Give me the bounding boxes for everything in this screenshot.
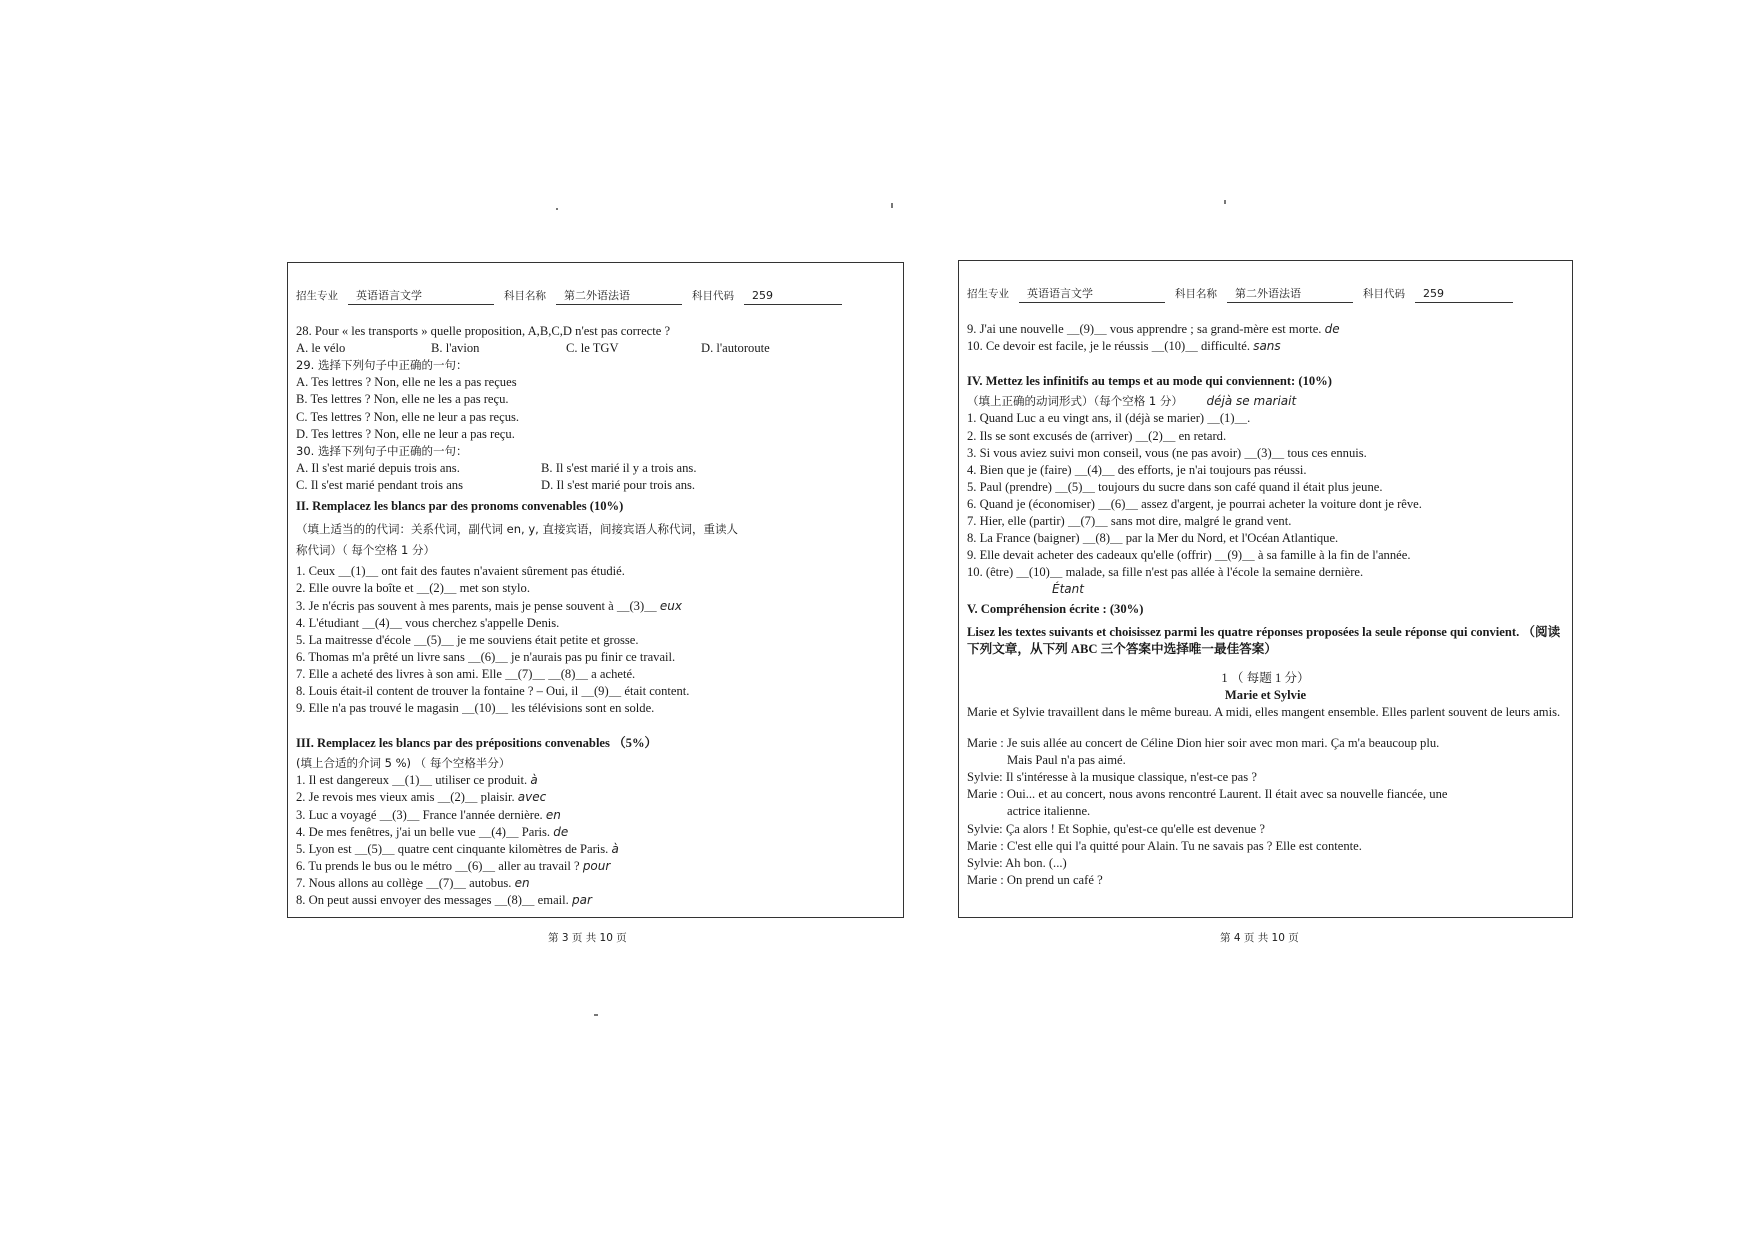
option: B. Il s'est marié il y a trois ans.: [541, 460, 697, 475]
option: A. Tes lettres ? Non, elle ne les a pas reçues: [296, 375, 517, 390]
handwritten-answer: pour: [582, 858, 611, 873]
scan-speck: [594, 1014, 598, 1016]
list-item: 8. La France (baigner) ＿(8)＿ par la Mer du Nord, et l'Océan Atlantique.: [967, 531, 1339, 546]
handwritten-answer: de: [553, 824, 569, 839]
dialog-line: Marie : Oui... et au concert, nous avons rencontré Laurent. Il était avec sa nouvelle fiancée, une: [967, 787, 1448, 802]
option: A. le vélo: [296, 341, 346, 356]
list-item: 5. Paul (prendre) ＿(5)＿ toujours du sucre dans son café quand il était plus jeune.: [967, 479, 1383, 494]
question-30: 30. 选择下列句子中正确的一句：: [296, 443, 468, 458]
list-item: 7. Elle a acheté des livres à son ami. Elle ＿(7)＿ ＿(8)＿ a acheté.: [296, 666, 636, 681]
code-value: 259: [1415, 285, 1513, 303]
handwritten-answer: par: [571, 893, 592, 907]
handwritten-answer: à: [530, 773, 538, 788]
code-label: 科目代码: [1363, 288, 1405, 300]
scan-speck: [1224, 200, 1226, 204]
subject-label: 科目名称: [504, 290, 546, 302]
dialog-line: Sylvie: Ça alors ! Et Sophie, qu'est-ce qu'elle est devenue ?: [967, 821, 1265, 836]
section-3-title: III. Remplacez les blancs par des prépositions convenables （5%）: [296, 736, 658, 751]
handwritten-answer: à: [611, 841, 619, 856]
option: D. Tes lettres ? Non, elle ne leur a pas reçu.: [296, 426, 515, 441]
list-item: 5. La maitresse d'école ＿(5)＿ je me souviens était petite et grosse.: [296, 632, 639, 647]
question-28-options: [296, 340, 895, 357]
section-4-title: IV. Mettez les infinitifs au temps et au mode qui conviennent: (10%): [967, 374, 1332, 389]
list-item: 2. Ils se sont excusés de (arriver) ＿(2)＿ en retard.: [967, 428, 1227, 443]
question-30-options: [296, 477, 895, 494]
story-paragraph: Marie et Sylvie travaillent dans le même bureau. A midi, elles mangent ensemble. Elles parlent souvent de leurs amis.: [967, 704, 1561, 719]
option: B. Tes lettres ? Non, elle ne les a pas reçu.: [296, 392, 509, 407]
list-item: 10. (être) ＿(10)＿ malade, sa fille n'est pas allée à l'école la semaine dernière.: [967, 565, 1364, 580]
handwritten-answer: avec: [517, 790, 547, 805]
page-number-4: 第 4 页 共 10 页: [1220, 932, 1299, 944]
section-5-subtitle: 1 （ 每题 1 分）: [1221, 670, 1310, 685]
dialog-line: Sylvie: Il s'intéresse à la musique classique, n'est-ce pas ?: [967, 770, 1257, 785]
major-label: 招生专业: [967, 288, 1009, 300]
handwritten-answer: sans: [1253, 339, 1281, 354]
list-item: 3. Luc a voyagé ＿(3)＿ France l'année dernière. en: [296, 807, 561, 822]
list-item: 9. Elle devait acheter des cadeaux qu'elle (offrir) ＿(9)＿ à sa famille à la fin de l'année.: [967, 548, 1411, 563]
major-value: 英语语言文学: [1019, 285, 1165, 303]
subject-value: 第二外语法语: [556, 287, 682, 305]
dialog-line: Marie : C'est elle qui l'a quitté pour Alain. Tu ne savais pas ? Elle est contente.: [967, 838, 1362, 853]
exam-header: [296, 287, 895, 305]
option: C. Il s'est marié pendant trois ans: [296, 477, 464, 492]
list-item: 9. J'ai une nouvelle ＿(9)＿ vous apprendre ; sa grand-mère est morte. de: [967, 322, 1340, 337]
handwritten-answer: Étant: [1052, 582, 1084, 597]
option: D. Il s'est marié pour trois ans.: [541, 477, 696, 492]
scan-speck: [891, 203, 893, 208]
option: C. Tes lettres ? Non, elle ne leur a pas reçus.: [296, 409, 520, 424]
major-value: 英语语言文学: [348, 287, 494, 305]
list-item: 4. De mes fenêtres, j'ai un belle vue ＿(4)＿ Paris. de: [296, 824, 569, 839]
list-item: 6. Quand je (économiser) ＿(6)＿ assez d'argent, je pourrai acheter la voiture dont je rêve.: [967, 496, 1422, 511]
subject-label: 科目名称: [1175, 288, 1217, 300]
code-label: 科目代码: [692, 290, 734, 302]
question-29: 29. 选择下列句子中正确的一句：: [296, 358, 468, 373]
exam-page-4: [958, 260, 1573, 918]
handwritten-answer: eux: [659, 598, 682, 613]
list-item: 8. Louis était-il content de trouver la fontaine ? – Oui, il ＿(9)＿ était content.: [296, 683, 690, 698]
option: B. l'avion: [431, 341, 480, 356]
section-4-note: （填上正确的动词形式）（每个空格 1 分） déjà se mariait: [967, 394, 1297, 409]
dialog-line: Marie : Je suis allée au concert de Céline Dion hier soir avec mon mari. Ça m'a beaucoup plu.: [967, 736, 1440, 751]
exam-header: [967, 285, 1564, 303]
question-28: 28. Pour « les transports » quelle proposition, A,B,C,D n'est pas correcte ?: [296, 324, 671, 339]
option: A. Il s'est marié depuis trois ans.: [296, 460, 460, 475]
section-5-instructions: Lisez les textes suivants et choisissez parmi les quatre réponses proposées la seule réponse qui convient. （阅读下列文章，从下列 ABC 三个答案中选择唯一最佳答案）: [967, 624, 1561, 656]
option: D. l'autoroute: [701, 341, 770, 356]
handwritten-answer: de: [1324, 322, 1340, 337]
page-number-3: 第 3 页 共 10 页: [548, 932, 627, 944]
list-item: 7. Nous allons au collège ＿(7)＿ autobus. en: [296, 875, 530, 890]
list-item: 7. Hier, elle (partir) ＿(7)＿ sans mot dire, malgré le grand vent.: [967, 514, 1292, 529]
section-5-title: V. Compréhension écrite : (30%): [967, 601, 1144, 616]
list-item: 3. Si vous aviez suivi mon conseil, vous (ne pas avoir) ＿(3)＿ tous ces ennuis.: [967, 445, 1367, 460]
list-item: 8. On peut aussi envoyer des messages ＿(8)＿ email. par: [296, 893, 592, 907]
story-title: Marie et Sylvie: [1224, 687, 1307, 702]
list-item: 6. Thomas m'a prêté un livre sans ＿(6)＿ je n'aurais pas pu finir ce travail.: [296, 649, 676, 664]
list-item: 2. Je revois mes vieux amis ＿(2)＿ plaisir. avec: [296, 790, 547, 805]
handwritten-answer: en: [514, 875, 530, 890]
section-2-title: II. Remplacez les blancs par des pronoms convenables (10%): [296, 499, 624, 514]
dialog-line: Marie : On prend un café ?: [967, 872, 1103, 887]
list-item: 1. Quand Luc a eu vingt ans, il (déjà se marier) ＿(1)＿.: [967, 411, 1251, 426]
list-item: 3. Je n'écris pas souvent à mes parents, mais je pense souvent à ＿(3)＿ eux: [296, 598, 682, 613]
list-item: 9. Elle n'a pas trouvé le magasin ＿(10)＿ les télévisions sont en solde.: [296, 701, 655, 716]
section-2-note: （填上适当的的代词：关系代词，副代词 en, y, 直接宾语，间接宾语人称代词，重读人: [296, 522, 738, 537]
list-item: 2. Elle ouvre la boîte et ＿(2)＿ met son stylo.: [296, 581, 530, 596]
code-value: 259: [744, 287, 842, 305]
list-item: 10. Ce devoir est facile, je le réussis ＿(10)＿ difficulté. sans: [967, 339, 1281, 354]
dialog-line: Mais Paul n'a pas aimé.: [1007, 753, 1126, 768]
scan-speck: [556, 208, 558, 210]
section-2-note: 称代词）（ 每个空格 1 分）: [296, 543, 436, 558]
list-item: 4. L'étudiant ＿(4)＿ vous cherchez s'appelle Denis.: [296, 615, 560, 630]
question-30-options: [296, 460, 895, 477]
list-item: 6. Tu prends le bus ou le métro ＿(6)＿ aller au travail ? pour: [296, 858, 611, 873]
exam-page-3: [287, 262, 904, 918]
section-3-note: (填上合适的介词 5 %) （ 每个空格半分）: [296, 756, 511, 771]
subject-value: 第二外语法语: [1227, 285, 1353, 303]
list-item: 4. Bien que je (faire) ＿(4)＿ des efforts, je n'ai toujours pas réussi.: [967, 462, 1307, 477]
option: C. le TGV: [566, 341, 619, 356]
handwritten-answer: en: [545, 807, 561, 822]
dialog-line: actrice italienne.: [1007, 804, 1091, 819]
list-item: 1. Il est dangereux ＿(1)＿ utiliser ce produit. à: [296, 773, 538, 788]
list-item: 5. Lyon est ＿(5)＿ quatre cent cinquante kilomètres de Paris. à: [296, 841, 619, 856]
handwritten-answer: déjà se mariait: [1206, 394, 1297, 409]
list-item: 1. Ceux ＿(1)＿ ont fait des fautes n'avaient sûrement pas étudié.: [296, 564, 625, 579]
major-label: 招生专业: [296, 290, 338, 302]
dialog-line: Sylvie: Ah bon. (...): [967, 855, 1067, 870]
